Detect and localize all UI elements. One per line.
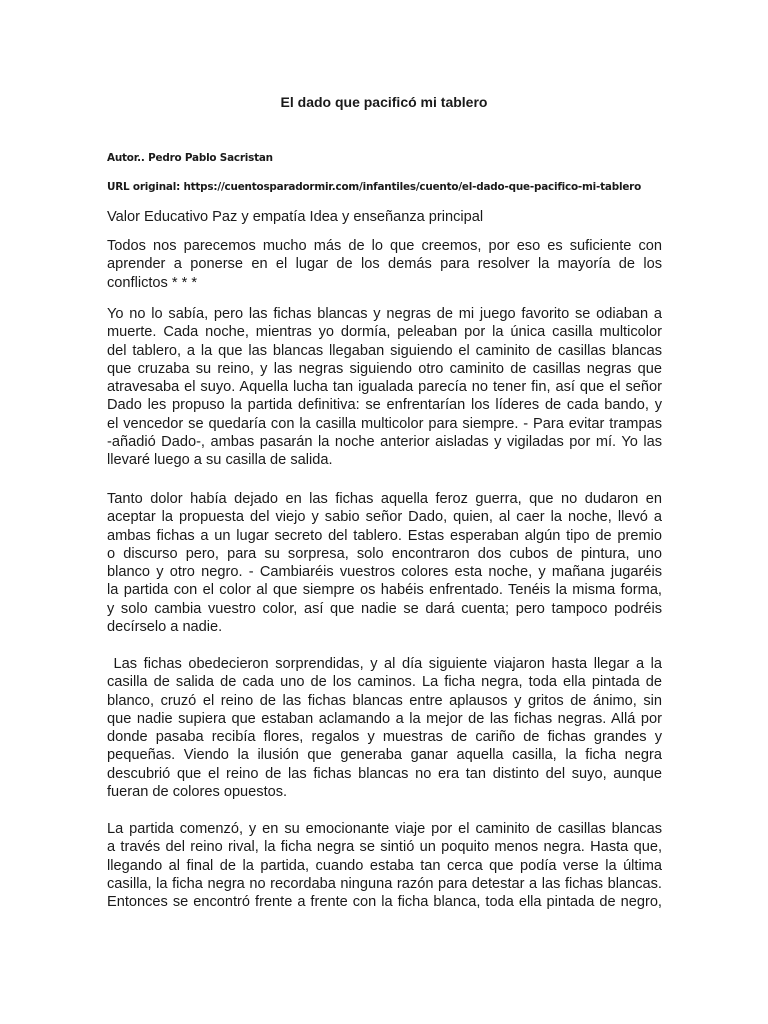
text-line: casilla, la ficha negra no recordaba ninguna razón para detestar a las fichas blancas.: [107, 875, 662, 892]
paragraph-story-2: [107, 490, 662, 636]
text-line: del tablero, a la que las blancas llegaban siguiendo el caminito de casillas blancas: [107, 342, 662, 359]
paragraph-story-4: [107, 820, 662, 911]
text-line: que nadie supiera que estaban aclamando a la mejor de las fichas negras. Allá por: [107, 710, 662, 727]
text-line: que cruzaba su reino, y las negras siguiendo otro caminito de casillas negras que: [107, 360, 662, 377]
text-line: Tanto dolor había dejado en las fichas aquella feroz guerra, que no dudaron en: [107, 491, 662, 507]
paragraph-values: [107, 208, 662, 226]
text-line: la partida con el color al que siempre os habéis enfrentado. Tenéis la misma forma,: [107, 582, 662, 599]
text-line: a través del reino rival, la ficha negra se sintió un poquito menos negra. Hasta que,: [107, 839, 662, 856]
text-line: aceptar la propuesta del viejo y sabio señor Dado, quien, al caer la noche, llevó a: [107, 509, 662, 526]
text-line: Yo no lo sabía, pero las fichas blancas y negras de mi juego favorito se odiaban a: [107, 306, 662, 322]
text-line: ambas fichas a un lugar secreto del tablero. Estas esperaban algún tipo de premio: [107, 527, 662, 544]
text-line: La partida comenzó, y en su emocionante viaje por el caminito de casillas blancas: [107, 821, 662, 837]
paragraph-story-3: [107, 655, 662, 801]
author-line: Autor.. Pedro Pablo Sacristan: [107, 152, 273, 164]
text-line: llevaré luego a su casilla de salida.: [107, 452, 333, 469]
text-line: aprender a ponerse en el lugar de los demás para resolver la mayoría de los: [107, 256, 662, 273]
text-line: Dado les propuso la partida definitiva: se enfrentarían los líderes de cada bando, y: [107, 397, 662, 414]
text-line: fueran de colores opuestos.: [107, 784, 288, 801]
text-line: blanco, cruzó el reino de las fichas blancas entre aplausos y gritos de ánimo, sin: [107, 692, 662, 709]
text-line: atravesaba el suyo. Aquella lucha tan igualada parecía no tener fin, así que el señor: [107, 379, 662, 396]
source-url-line: URL original: https://cuentosparadormir.com/infantiles/cuento/el-dado-que-pacifico-mi-tablero: [107, 181, 642, 193]
text-line: decírselo a nadie.: [107, 619, 223, 636]
text-line: el vencedor se quedaría con la casilla multicolor para siempre. - Para evitar trampas: [107, 415, 662, 432]
paragraph-intro: [107, 237, 662, 292]
text-line: llegando al final de la partida, cuando estaba tan cerca que podía verse la última: [107, 857, 662, 874]
text-line: pequeñas. Viendo la ilusión que generaba ganar aquella casilla, la ficha negra: [107, 747, 662, 764]
text-line: o discurso pero, para su sorpresa, solo encontraron dos cubos de pintura, uno: [107, 545, 662, 562]
text-line: blanco y otro negro. - Cambiaréis vuestros colores esta noche, y mañana jugaréis: [107, 564, 662, 581]
document-title: El dado que pacificó mi tablero: [280, 94, 488, 110]
text-line: Todos nos parecemos mucho más de lo que creemos, por eso es suficiente con: [107, 238, 662, 254]
text-line: casilla de salida de cada uno de los caminos. La ficha negra, toda ella pintada de: [107, 674, 662, 691]
text-line: -añadió Dado-, ambas pasarán la noche anterior aisladas y vigiladas por mí. Yo las: [107, 434, 662, 451]
text-line: muerte. Cada noche, mientras yo dormía, peleaban por la única casilla multicolor: [107, 324, 662, 341]
paragraph-story-1: [107, 305, 662, 470]
text-line: donde pasaba recibía flores, regalos y muestras de cariño de fichas grandes y: [107, 729, 662, 746]
text-line: Entonces se encontró frente a frente con la ficha blanca, toda ella pintada de negro,: [107, 894, 662, 911]
text-line: Valor Educativo Paz y empatía Idea y enseñanza principal: [107, 209, 484, 225]
text-line: y solo cambia vuestro color, así que nadie se dará cuenta; pero tampoco podréis: [107, 600, 662, 617]
text-line: conflictos * * *: [107, 274, 198, 291]
text-line: Las fichas obedecieron sorprendidas, y al día siguiente viajaron hasta llegar a la: [107, 656, 662, 672]
text-line: descubrió que el reino de las fichas blancas no era tan distinto del suyo, aunque: [107, 765, 662, 782]
